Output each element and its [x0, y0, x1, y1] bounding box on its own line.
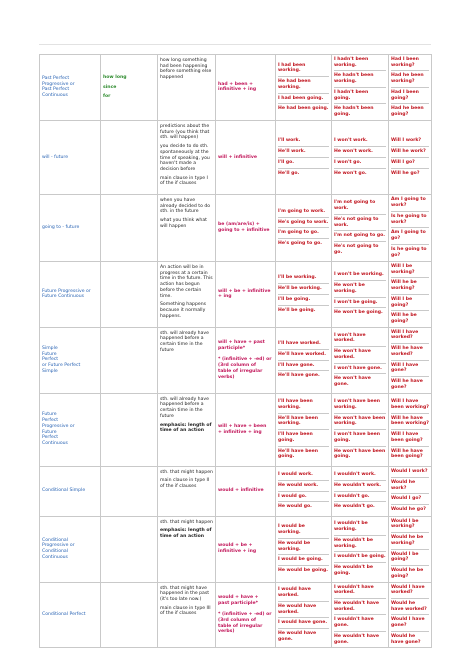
affirmative-cell [276, 55, 332, 121]
form-line: going to + infinitive [218, 227, 270, 233]
negative-cell [332, 55, 389, 121]
negative-example: I wouldn't work. [334, 470, 386, 481]
affirmative-example: I'll have gone. [278, 361, 329, 372]
usage-text: Something happens because it normally happens. [160, 302, 206, 319]
usage-emphasis: emphasis: length of time of an action [160, 422, 212, 434]
question-example: Will I go? [391, 158, 429, 169]
tense-name-cell [40, 393, 101, 466]
negative-example: I won't work. [334, 136, 386, 147]
form-line: past participle* [218, 600, 259, 606]
negative-example: I won't be going. [334, 298, 386, 309]
negative-cell [332, 120, 389, 194]
form-cell [216, 194, 276, 261]
negative-example: He wouldn't go. [334, 504, 375, 510]
affirmative-example: I'll go. [278, 158, 329, 169]
affirmative-example: He's going to go. [278, 241, 323, 247]
affirmative-cell [276, 516, 332, 582]
affirmative-example: I had been going. [278, 94, 329, 105]
question-example: Is he going to work? [391, 212, 429, 228]
form-line: + ing [218, 294, 232, 300]
form-line: (3rd column of [218, 617, 256, 623]
affirmative-cell [276, 393, 332, 466]
tense-name-line: Simple [42, 345, 58, 351]
question-example: Will he have worked? [391, 344, 429, 360]
negative-example: He won't go. [334, 170, 367, 176]
question-example: Would I work? [391, 467, 429, 478]
tense-row [40, 55, 432, 121]
question-cell [389, 582, 432, 648]
usage-cell [158, 327, 216, 393]
affirmative-example: I would have gone. [278, 618, 329, 629]
form-line: had + been + [218, 81, 253, 87]
form-cell [216, 261, 276, 327]
question-example: Would he go? [391, 507, 426, 513]
tense-name-line: Progressive or [42, 423, 75, 429]
affirmative-cell [276, 261, 332, 327]
affirmative-example: I'm going to go. [278, 228, 329, 239]
negative-example: He's not going to work. [334, 215, 386, 231]
affirmative-example: He would be working. [278, 539, 329, 555]
affirmative-example: I'll have worked. [278, 339, 329, 350]
form-line: infinitive + ing [218, 549, 257, 555]
form-line: would + infinitive [218, 488, 264, 494]
question-example: Would I have worked? [391, 583, 429, 599]
signal-words-cell [101, 466, 158, 516]
negative-example: He won't be going. [334, 310, 383, 316]
usage-text: how long something had been happening before something else happened [160, 58, 212, 81]
negative-example: He wouldn't have gone. [334, 633, 380, 645]
question-example: Will I work? [391, 136, 429, 147]
negative-example: He wouldn't be going. [334, 565, 373, 576]
tense-row [40, 393, 432, 466]
question-example: Would he be working? [391, 533, 429, 549]
affirmative-example: He'll be working. [278, 284, 329, 295]
usage-cell [158, 261, 216, 327]
question-example: Would he have gone? [391, 633, 421, 645]
question-example: Would I go? [391, 494, 429, 505]
affirmative-example: He'll be going. [278, 307, 316, 313]
usage-cell [158, 466, 216, 516]
affirmative-example: He'll have been working. [278, 414, 329, 430]
tense-row [40, 327, 432, 393]
usage-text: main clause in type II of the if clauses [160, 478, 210, 490]
form-cell [216, 393, 276, 466]
question-example: Had I been going? [391, 88, 429, 104]
tense-name-line: Progressive or [42, 543, 75, 549]
form-line: + infinitive + ing [218, 429, 262, 435]
form-line: will + have + past [218, 340, 265, 346]
question-example: Will I have worked? [391, 328, 429, 344]
tense-name-line: Past Perfect [42, 87, 70, 93]
negative-example: He's not going to go. [334, 243, 379, 255]
question-cell [389, 393, 432, 466]
form-line: would + have + [218, 594, 259, 600]
affirmative-example: I would be working. [278, 522, 329, 538]
usage-cell [158, 582, 216, 648]
usage-text: what you think what will happen [160, 218, 207, 229]
negative-example: He wouldn't be working. [334, 536, 386, 552]
tense-name-line: Continuous [42, 93, 68, 99]
form-line: infinitive + ing [218, 87, 257, 93]
form-cell [216, 582, 276, 648]
negative-example: He won't have gone. [334, 376, 371, 388]
usage-text: sth. will already have happened before a certain time in the future [160, 330, 209, 353]
signal-words-cell [101, 582, 158, 648]
tense-name-line: Future [42, 429, 57, 435]
tense-name-line: Progressive or [42, 81, 75, 87]
tense-name-line: Simple [42, 368, 58, 374]
signal-word: for [103, 94, 111, 100]
negative-example: I won't have been going. [334, 430, 386, 446]
form-line: would + be + [218, 543, 253, 549]
question-example: Will he be going? [391, 313, 417, 325]
tense-row [40, 261, 432, 327]
negative-example: I'm not going to go. [334, 231, 386, 242]
question-cell [389, 327, 432, 393]
form-cell [216, 55, 276, 121]
question-example: Will he have gone? [391, 379, 423, 390]
negative-example: I wouldn't be working. [334, 519, 386, 535]
affirmative-example: He would work. [278, 481, 329, 492]
affirmative-example: I would be going. [278, 555, 329, 566]
usage-cell [158, 120, 216, 194]
affirmative-example: He would have worked. [278, 602, 329, 618]
future-tenses-table [39, 54, 432, 648]
signal-words-cell [101, 194, 158, 261]
negative-example: I won't go. [334, 158, 386, 169]
negative-cell [332, 194, 389, 261]
negative-cell [332, 393, 389, 466]
form-line: verbs) [218, 374, 235, 380]
affirmative-example: I would work. [278, 470, 329, 481]
question-example: Had he been working? [391, 71, 429, 87]
tense-name-cell [40, 516, 101, 582]
form-cell [216, 327, 276, 393]
negative-example: I hadn't been going. [334, 88, 386, 104]
negative-example: I won't have worked. [334, 331, 386, 347]
negative-example: I wouldn't go. [334, 492, 386, 503]
question-example: Will he be working? [391, 278, 429, 294]
tense-name-line: Conditional [42, 549, 69, 555]
question-example: Had I been working? [391, 55, 429, 71]
tense-name-line: will - future [42, 154, 69, 160]
question-example: Would I be going? [391, 550, 429, 566]
form-line: table of irregular [218, 368, 263, 374]
affirmative-example: He would have gone. [278, 631, 317, 642]
usage-text: main clause in type I of the if clauses [160, 175, 208, 187]
question-cell [389, 55, 432, 121]
affirmative-example: He had been working. [278, 77, 329, 93]
negative-example: He won't have been going. [334, 448, 386, 460]
tense-name-line: Future [42, 412, 57, 418]
affirmative-example: He would be going. [278, 568, 329, 574]
affirmative-cell [276, 466, 332, 516]
negative-example: I wouldn't have gone. [334, 615, 386, 631]
question-example: Will I have been working? [391, 397, 429, 413]
affirmative-example: I'll have been going. [278, 430, 329, 446]
tense-name-line: Continuous [42, 441, 68, 447]
affirmative-example: I had been working. [278, 61, 329, 77]
affirmative-example: He'll go. [278, 170, 300, 176]
negative-example: He wouldn't work. [334, 481, 386, 492]
form-line: will + have + been [218, 423, 267, 429]
affirmative-example: I would go. [278, 492, 329, 503]
negative-cell [332, 261, 389, 327]
affirmative-cell [276, 194, 332, 261]
negative-example: He won't have been working. [334, 414, 386, 430]
negative-example: He won't work. [334, 147, 386, 158]
signal-words-cell [101, 393, 158, 466]
negative-example: I hadn't been working. [334, 55, 386, 71]
affirmative-cell [276, 327, 332, 393]
tense-name-line: Conditional Simple [42, 488, 86, 494]
usage-text: sth. that might have happened in the past (it's too late now.) [160, 585, 210, 602]
affirmative-example: I'll work. [278, 136, 329, 147]
affirmative-example: I'll have been working. [278, 397, 329, 413]
negative-example: He hadn't been working. [334, 71, 386, 87]
question-cell [389, 261, 432, 327]
form-line: table of irregular [218, 623, 263, 629]
affirmative-example: I'll be working. [278, 273, 329, 284]
form-line: (3rd column of [218, 363, 256, 369]
negative-cell [332, 327, 389, 393]
usage-cell [158, 393, 216, 466]
form-cell [216, 516, 276, 582]
form-line: verbs) [218, 629, 235, 635]
usage-text: sth. that might happen [160, 519, 213, 525]
negative-example: I wouldn't have worked. [334, 583, 386, 599]
tense-row [40, 466, 432, 516]
question-example: Will he have been going? [391, 448, 423, 460]
negative-example: He won't have worked. [334, 347, 386, 363]
form-line: participle* [218, 345, 246, 351]
question-example: Would he be going? [391, 568, 424, 579]
question-example: Am I going to go? [391, 228, 429, 244]
table-top-border [39, 44, 431, 45]
tense-name-cell [40, 120, 101, 194]
usage-text: An action will be in progress at a certain time in the future. This action has begun before the certain time. [160, 264, 213, 299]
signal-words-cell [101, 516, 158, 582]
tense-name-line: Perfect [42, 418, 59, 424]
question-example: Would I have gone? [391, 615, 429, 631]
usage-text: sth. will already have happened before a certain time in the future [160, 396, 209, 419]
tense-name-cell [40, 55, 101, 121]
tense-name-cell [40, 327, 101, 393]
tense-name-line: going to - future [42, 225, 80, 230]
tense-name-line: Future [42, 351, 57, 357]
form-cell [216, 120, 276, 194]
negative-example: He wouldn't have worked. [334, 599, 386, 615]
negative-example: I won't be working. [334, 270, 386, 281]
signal-words-cell [101, 120, 158, 194]
signal-words-cell [101, 261, 158, 327]
tense-name-line: Future Continuous [42, 294, 85, 300]
affirmative-example: He's going to work. [278, 218, 329, 229]
question-cell [389, 120, 432, 194]
signal-word: how long [103, 74, 127, 80]
form-line: will + infinitive [218, 154, 257, 160]
question-example: Will he have been working? [391, 414, 429, 430]
question-cell [389, 194, 432, 261]
tense-name-cell [40, 261, 101, 327]
affirmative-example: He'll have gone. [278, 373, 320, 379]
affirmative-example: He'll have worked. [278, 350, 329, 361]
form-line: will + be + infinitive [218, 288, 271, 294]
negative-example: I'm not going to work. [334, 198, 386, 214]
usage-text: predictions about the future (you think that sth. will happen) [160, 123, 210, 141]
tense-row [40, 120, 432, 194]
tense-name-line: Conditional [42, 537, 69, 543]
affirmative-example: I'll be going. [278, 295, 329, 306]
question-example: Will I be going? [391, 295, 429, 311]
negative-example: I won't have been working. [334, 397, 386, 413]
form-line: be (am/are/is) + [218, 222, 260, 228]
affirmative-example: He'll work. [278, 147, 329, 158]
question-example: Will he work? [391, 147, 429, 158]
tense-row [40, 516, 432, 582]
question-example: Am I going to work? [391, 195, 429, 211]
negative-example: He won't be working. [334, 281, 386, 297]
affirmative-cell [276, 582, 332, 648]
affirmative-example: I would have worked. [278, 585, 329, 601]
negative-cell [332, 582, 389, 648]
usage-emphasis: emphasis: length of time of an action [160, 528, 212, 540]
form-line: * (infinitive + -ed) or [218, 612, 272, 618]
usage-text: main clause in type III of the if clauses [160, 605, 211, 617]
form-cell [216, 466, 276, 516]
tense-name-cell [40, 466, 101, 516]
tense-name-line: Continuous [42, 554, 68, 560]
negative-example: I wouldn't be going. [334, 552, 386, 563]
question-example: Would he have worked? [391, 599, 429, 615]
tense-name-cell [40, 194, 101, 261]
question-example: Had he been going? [391, 106, 424, 118]
negative-example: I won't have gone. [334, 364, 386, 375]
affirmative-example: He would go. [278, 504, 312, 510]
question-cell [389, 516, 432, 582]
question-example: Is he going to go? [391, 246, 427, 258]
signal-word: since [103, 84, 117, 90]
usage-cell [158, 194, 216, 261]
tense-name-line: Perfect [42, 357, 59, 363]
affirmative-example: He'll have been going. [278, 448, 318, 460]
signal-words-cell [101, 55, 158, 121]
question-example: Will I have been going? [391, 430, 429, 446]
question-example: Will he go? [391, 170, 420, 176]
tense-name-line: Future Progressive or [42, 288, 91, 294]
tense-name-line: Perfect [42, 435, 59, 441]
usage-cell [158, 516, 216, 582]
negative-example: He hadn't been going. [334, 106, 374, 118]
negative-cell [332, 516, 389, 582]
usage-cell [158, 55, 216, 121]
question-example: Will I be working? [391, 262, 429, 278]
question-example: Would he work? [391, 478, 429, 494]
tense-name-line: Conditional Perfect [42, 612, 86, 618]
negative-cell [332, 466, 389, 516]
signal-words-cell [101, 327, 158, 393]
form-line: * (infinitive + -ed) or [218, 357, 272, 363]
affirmative-cell [276, 120, 332, 194]
question-example: Would I be working? [391, 517, 429, 533]
tense-row [40, 194, 432, 261]
tense-name-cell [40, 582, 101, 648]
affirmative-example: I'm going to work. [278, 207, 329, 218]
tense-row [40, 582, 432, 648]
question-example: Will I have gone? [391, 361, 429, 377]
affirmative-example: He had been going. [278, 106, 329, 112]
question-cell [389, 466, 432, 516]
usage-text: you decide to do sth. spontaneously at the time of speaking, you haven't made a decision before [160, 144, 210, 173]
usage-text: when you have already decided to do sth. in the future [160, 197, 211, 215]
tense-name-line: or Future Perfect [42, 363, 81, 369]
tense-name-line: Past Perfect [42, 75, 70, 81]
usage-text: sth. that might happen [160, 469, 213, 475]
